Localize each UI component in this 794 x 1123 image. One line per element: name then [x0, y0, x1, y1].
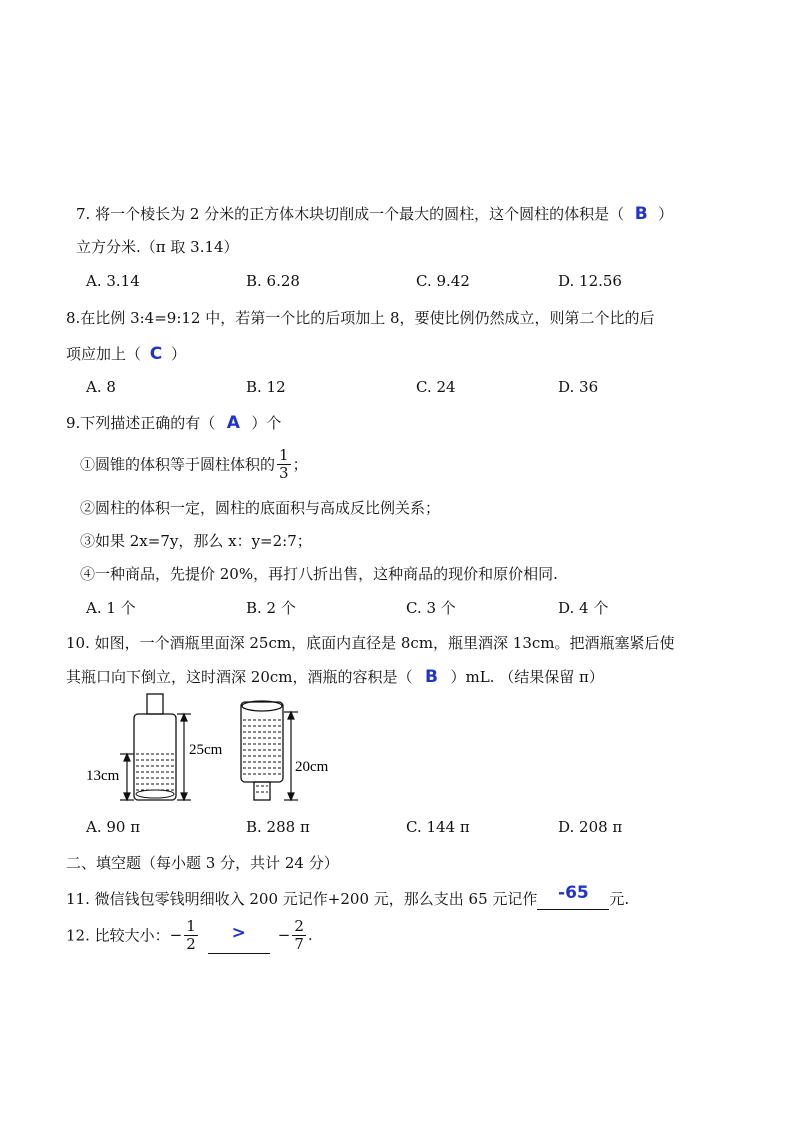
q10-option-a: A. 90 π: [86, 818, 141, 836]
q8-line2: [66, 343, 186, 364]
q10-text: 其瓶口向下倒立，这时酒深 20cm，酒瓶的容积是（: [66, 668, 413, 686]
q11-line: [66, 883, 630, 910]
q7-unit-text: 立方分米.（π 取 3.14）: [76, 238, 239, 256]
q8-text-2: 项应加上（: [66, 345, 142, 363]
q12-answer-blank: [208, 922, 270, 954]
upright-bottle-liquid: [136, 754, 174, 790]
q12-label: 12. 比较大小：: [66, 926, 170, 945]
upright-bottle: [134, 694, 176, 800]
q12-f1-numerator: 1: [186, 917, 196, 935]
q7-option-a: A. 3.14: [86, 272, 140, 290]
q11-text-2: 元.: [609, 890, 630, 908]
q12-f2-denominator: 7: [294, 934, 304, 953]
q7-option-c: C. 9.42: [416, 272, 470, 290]
label-25cm: 25cm: [189, 742, 223, 758]
label-13cm: 13cm: [86, 768, 120, 784]
q10-line2: [66, 666, 604, 687]
q9-s1-text: ①圆锥的体积等于圆柱体积的: [80, 455, 276, 474]
q8-answer: C: [149, 344, 163, 364]
q7-answer: B: [634, 204, 648, 224]
q9-s1-denominator: 3: [279, 463, 289, 482]
q9-statement-4: ④一种商品，先提价 20%，再打八折出售，这种商品的现价和原价相同.: [80, 565, 558, 583]
q7-line1: [76, 203, 673, 224]
q9-option-d: D. 4 个: [558, 599, 609, 617]
upright-bottle-liquid-surface: [136, 790, 174, 798]
q12-f1-denominator: 2: [186, 934, 196, 953]
q8-option-b: B. 12: [246, 378, 286, 396]
q9-text-2: ）个: [251, 414, 282, 432]
q8-line1: [66, 307, 655, 328]
q10-option-c: C. 144 π: [406, 818, 470, 836]
inverted-bottle-liquid: [243, 720, 281, 792]
q9-option-a: A. 1 个: [86, 599, 136, 617]
q12-f2-numerator: 2: [294, 917, 304, 935]
q7-close-paren: ）: [658, 205, 674, 223]
q7-option-d: D. 12.56: [558, 272, 622, 290]
q11-answer: -65: [558, 883, 589, 903]
q8-option-d: D. 36: [558, 378, 599, 396]
q8-option-a: A. 8: [86, 378, 116, 396]
q7-text: 7. 将一个棱长为 2 分米的正方体木块切削成一个最大的圆柱，这个圆柱的体积是（: [76, 205, 625, 223]
q12-minus-1: −: [169, 926, 183, 944]
q8-option-c: C. 24: [416, 378, 456, 396]
q12-fraction-2: [292, 918, 306, 952]
q9-option-b: B. 2 个: [246, 599, 296, 617]
q8-close-paren: ）: [171, 345, 187, 363]
q10-line1: 10. 如图，一个酒瓶里面深 25cm，底面内直径是 8cm，瓶里酒深 13cm。把酒瓶塞紧后使: [66, 634, 675, 652]
q11-answer-blank: [537, 883, 609, 910]
bottle-figure: [80, 690, 340, 810]
q7-option-b: B. 6.28: [246, 272, 300, 290]
q9-option-c: C. 3 个: [406, 599, 456, 617]
q7-line2: [76, 236, 239, 257]
q9-s1-numerator: 1: [279, 446, 289, 464]
q9-line1: [66, 412, 281, 433]
q11-text: 11. 微信钱包零钱明细收入 200 元记作+200 元，那么支出 65 元记作: [66, 890, 538, 908]
q12-end: .: [307, 926, 313, 944]
q12-minus-2: −: [277, 926, 291, 944]
q9-statement-1: [80, 447, 308, 481]
label-20cm: 20cm: [295, 759, 329, 775]
q9-text: 9.下列描述正确的有（: [66, 414, 216, 432]
q12-answer: >: [231, 922, 246, 943]
arrow-13cm: [120, 754, 134, 800]
q10-option-b: B. 288 π: [246, 818, 310, 836]
q10-answer: B: [425, 667, 438, 687]
q8-text: 8.在比例 3:4=9:12 中，若第一个比的后项加上 8，要使比例仍然成立，则第二个比的后: [66, 309, 655, 327]
q10-option-d: D. 208 π: [558, 818, 623, 836]
inverted-bottle: [241, 701, 283, 800]
q9-statement-2: ②圆柱的体积一定，圆柱的底面积与高成反比例关系；: [80, 499, 441, 517]
q9-answer: A: [226, 413, 240, 433]
q9-statement-3: ③如果 2x=7y，那么 x：y=2:7；: [80, 532, 312, 550]
q12-line: [66, 918, 313, 952]
q10-text-2: ）mL. （结果保留 π）: [450, 668, 604, 686]
section-2-title: 二、填空题（每小题 3 分，共计 24 分）: [66, 854, 339, 872]
q9-s1-end: ；: [292, 455, 308, 474]
q12-fraction-1: [184, 918, 198, 952]
arrow-20cm: [284, 712, 298, 800]
q9-s1-fraction: [277, 447, 291, 481]
